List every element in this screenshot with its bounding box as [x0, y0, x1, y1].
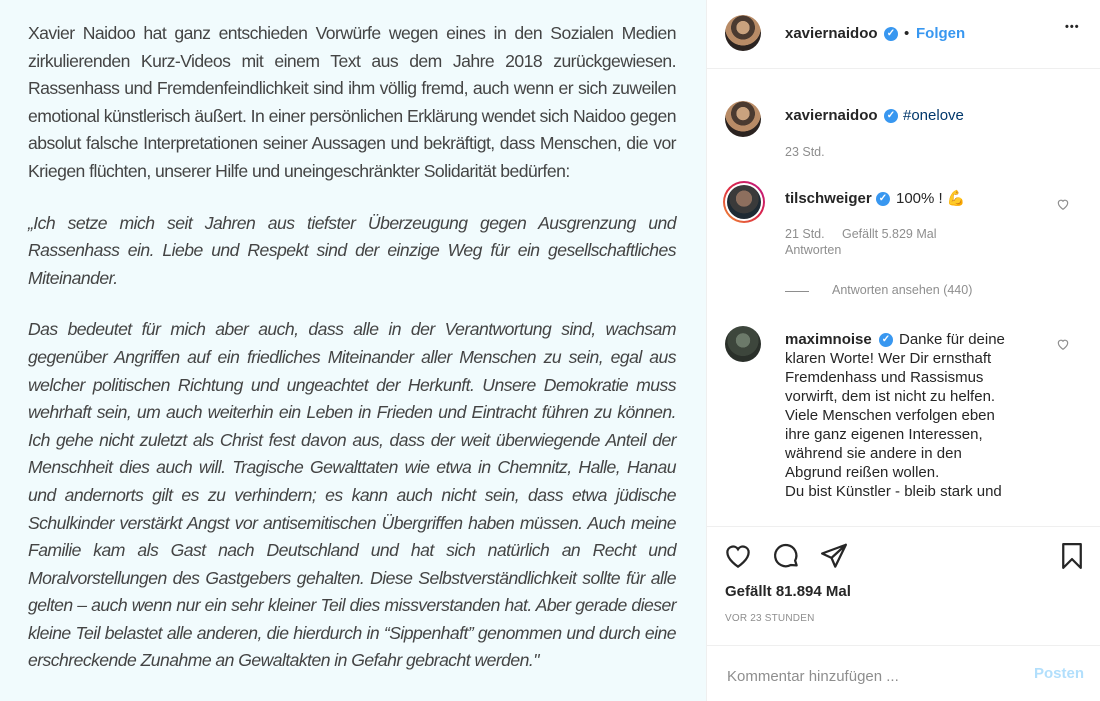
comment-text: 100% ! 💪	[896, 190, 966, 207]
image-text-quote-1: „Ich setze mich seit Jahren aus tiefster Überzeugung gegen Ausgrenzung und Rassenhass ein. Liebe und Respekt sind der einzige Weg für ein gesellschaftliches Miteinander.	[28, 212, 676, 288]
more-options-icon[interactable]: •••	[1065, 21, 1080, 33]
comment-likes[interactable]: Gefällt 5.829 Mal	[842, 227, 937, 241]
verified-badge-icon: ✓	[884, 109, 898, 123]
comment-line: ihre ganz eigenen Interessen,	[785, 426, 983, 443]
post-timestamp[interactable]: VOR 23 STUNDEN	[725, 613, 815, 624]
commenter-avatar[interactable]	[725, 326, 761, 362]
comment-icon[interactable]	[771, 541, 801, 571]
comment-line: Danke für deine	[899, 331, 1005, 348]
post-actions	[707, 526, 1100, 645]
post-header	[707, 0, 1100, 69]
commenter-avatar-ring[interactable]	[723, 181, 765, 223]
view-replies-button[interactable]: Antworten ansehen (440)	[832, 283, 973, 297]
share-icon[interactable]	[819, 541, 849, 571]
commenter-avatar	[727, 185, 761, 219]
comment-text	[785, 330, 1055, 501]
like-icon[interactable]	[723, 541, 753, 571]
comment-line: vorwirft, dem ist nicht zu helfen.	[785, 388, 996, 405]
caption-avatar[interactable]	[725, 101, 761, 137]
caption-hashtag[interactable]: #onelove	[903, 107, 964, 124]
follow-button[interactable]: Folgen	[916, 25, 966, 42]
comment-line: Abgrund reißen wollen.	[785, 464, 940, 481]
like-comment-icon[interactable]	[1056, 197, 1070, 211]
comment-username[interactable]: maximnoise	[785, 331, 872, 348]
comment-line: während sie andere in den	[785, 445, 962, 462]
replies-divider	[785, 291, 809, 292]
author-avatar[interactable]	[725, 15, 761, 51]
author-username[interactable]: xaviernaidoo	[785, 25, 878, 42]
add-comment-bar	[707, 645, 1100, 701]
caption-username[interactable]: xaviernaidoo	[785, 107, 878, 124]
comment-line: Viele Menschen verfolgen eben	[785, 407, 995, 424]
save-bookmark-icon[interactable]	[1057, 541, 1087, 571]
reply-button[interactable]: Antworten	[785, 243, 842, 257]
post-side-panel	[706, 0, 1100, 701]
image-text-intro: Xavier Naidoo hat ganz entschieden Vorwürfe wegen eines in den Sozialen Medien zirkulierenden Kurz-Videos mit einem Text aus dem Jahre 2018 zurückgewiesen. Rassenhass und Fremdenfeindlichkeit sind ihm völlig fremd, auch wenn er sich zuweilen emotional künstlerisch äußert. In einer persönlichen Erklärung wendet sich Naidoo gegen absolut falsche Interpretationen seiner Aussagen und bekräftigt, dass Menschen, die vor Kriegen flüchten, unserer Hilfe und uneingeschränkter Solidarität bedürfen:	[28, 23, 676, 181]
caption-time: 23 Std.	[785, 145, 825, 159]
comments-list[interactable]	[707, 69, 1100, 526]
post-likes-count[interactable]: Gefällt 81.894 Mal	[725, 583, 851, 600]
post-comment-button[interactable]: Posten	[1033, 665, 1084, 682]
comment-line: Fremdenhass und Rassismus	[785, 369, 984, 386]
comment-line: klaren Worte! Wer Dir ernsthaft	[785, 350, 992, 367]
verified-badge-icon: ✓	[876, 192, 890, 206]
comment-username[interactable]: tilschweiger	[785, 190, 872, 207]
separator-dot: •	[904, 25, 910, 42]
like-comment-icon[interactable]	[1056, 337, 1070, 351]
image-text-quote-2: Das bedeutet für mich aber auch, dass alle in der Verantwortung sind, wachsam gegenüber Angriffen auf ein friedliches Miteinander aller Menschen zu sein, egal aus welcher politischen Richtung und ungeachtet der Herkunft. Unsere Demokratie muss wehrhaft sein, um auch weiterhin ein Leben in Frieden und Eintracht führen zu können. Ich gehe nicht zuletzt als Christ fest davon aus, dass der weit überwiegende Anteil der Menschheit dies auch will. Tragische Gewalttaten wie etwa in Chemnitz, Halle, Hanau und andernorts gilt es zu verhindern; es kann auch nicht sein, dass etwa jüdische Schulkinder verstärkt Angst vor antisemitischen Übergriffen haben müssen. Auch meine Familie kam als Gast nach Deutschland und hat sich natürlich an Recht und Moralvorstellungen des Gastgebers gehalten. Diese Selbstverständlichkeit sollte für alle gelten – auch wenn nur ein sehr kleiner Teil dies missverstanden hat. Aber gerade dieser kleine Teil belastet alle anderen, die hierdurch in “Sippenhaft” genommen und durch eine erschreckende Zunahme an Gewaltakten in Gefahr gebracht werden."	[28, 319, 676, 671]
comment-input[interactable]	[725, 664, 1029, 688]
verified-badge-icon: ✓	[879, 333, 893, 347]
comment-line: Du bist Künstler - bleib stark und	[785, 483, 1002, 500]
comment-time: 21 Std.	[785, 227, 825, 241]
verified-badge-icon: ✓	[884, 27, 898, 41]
